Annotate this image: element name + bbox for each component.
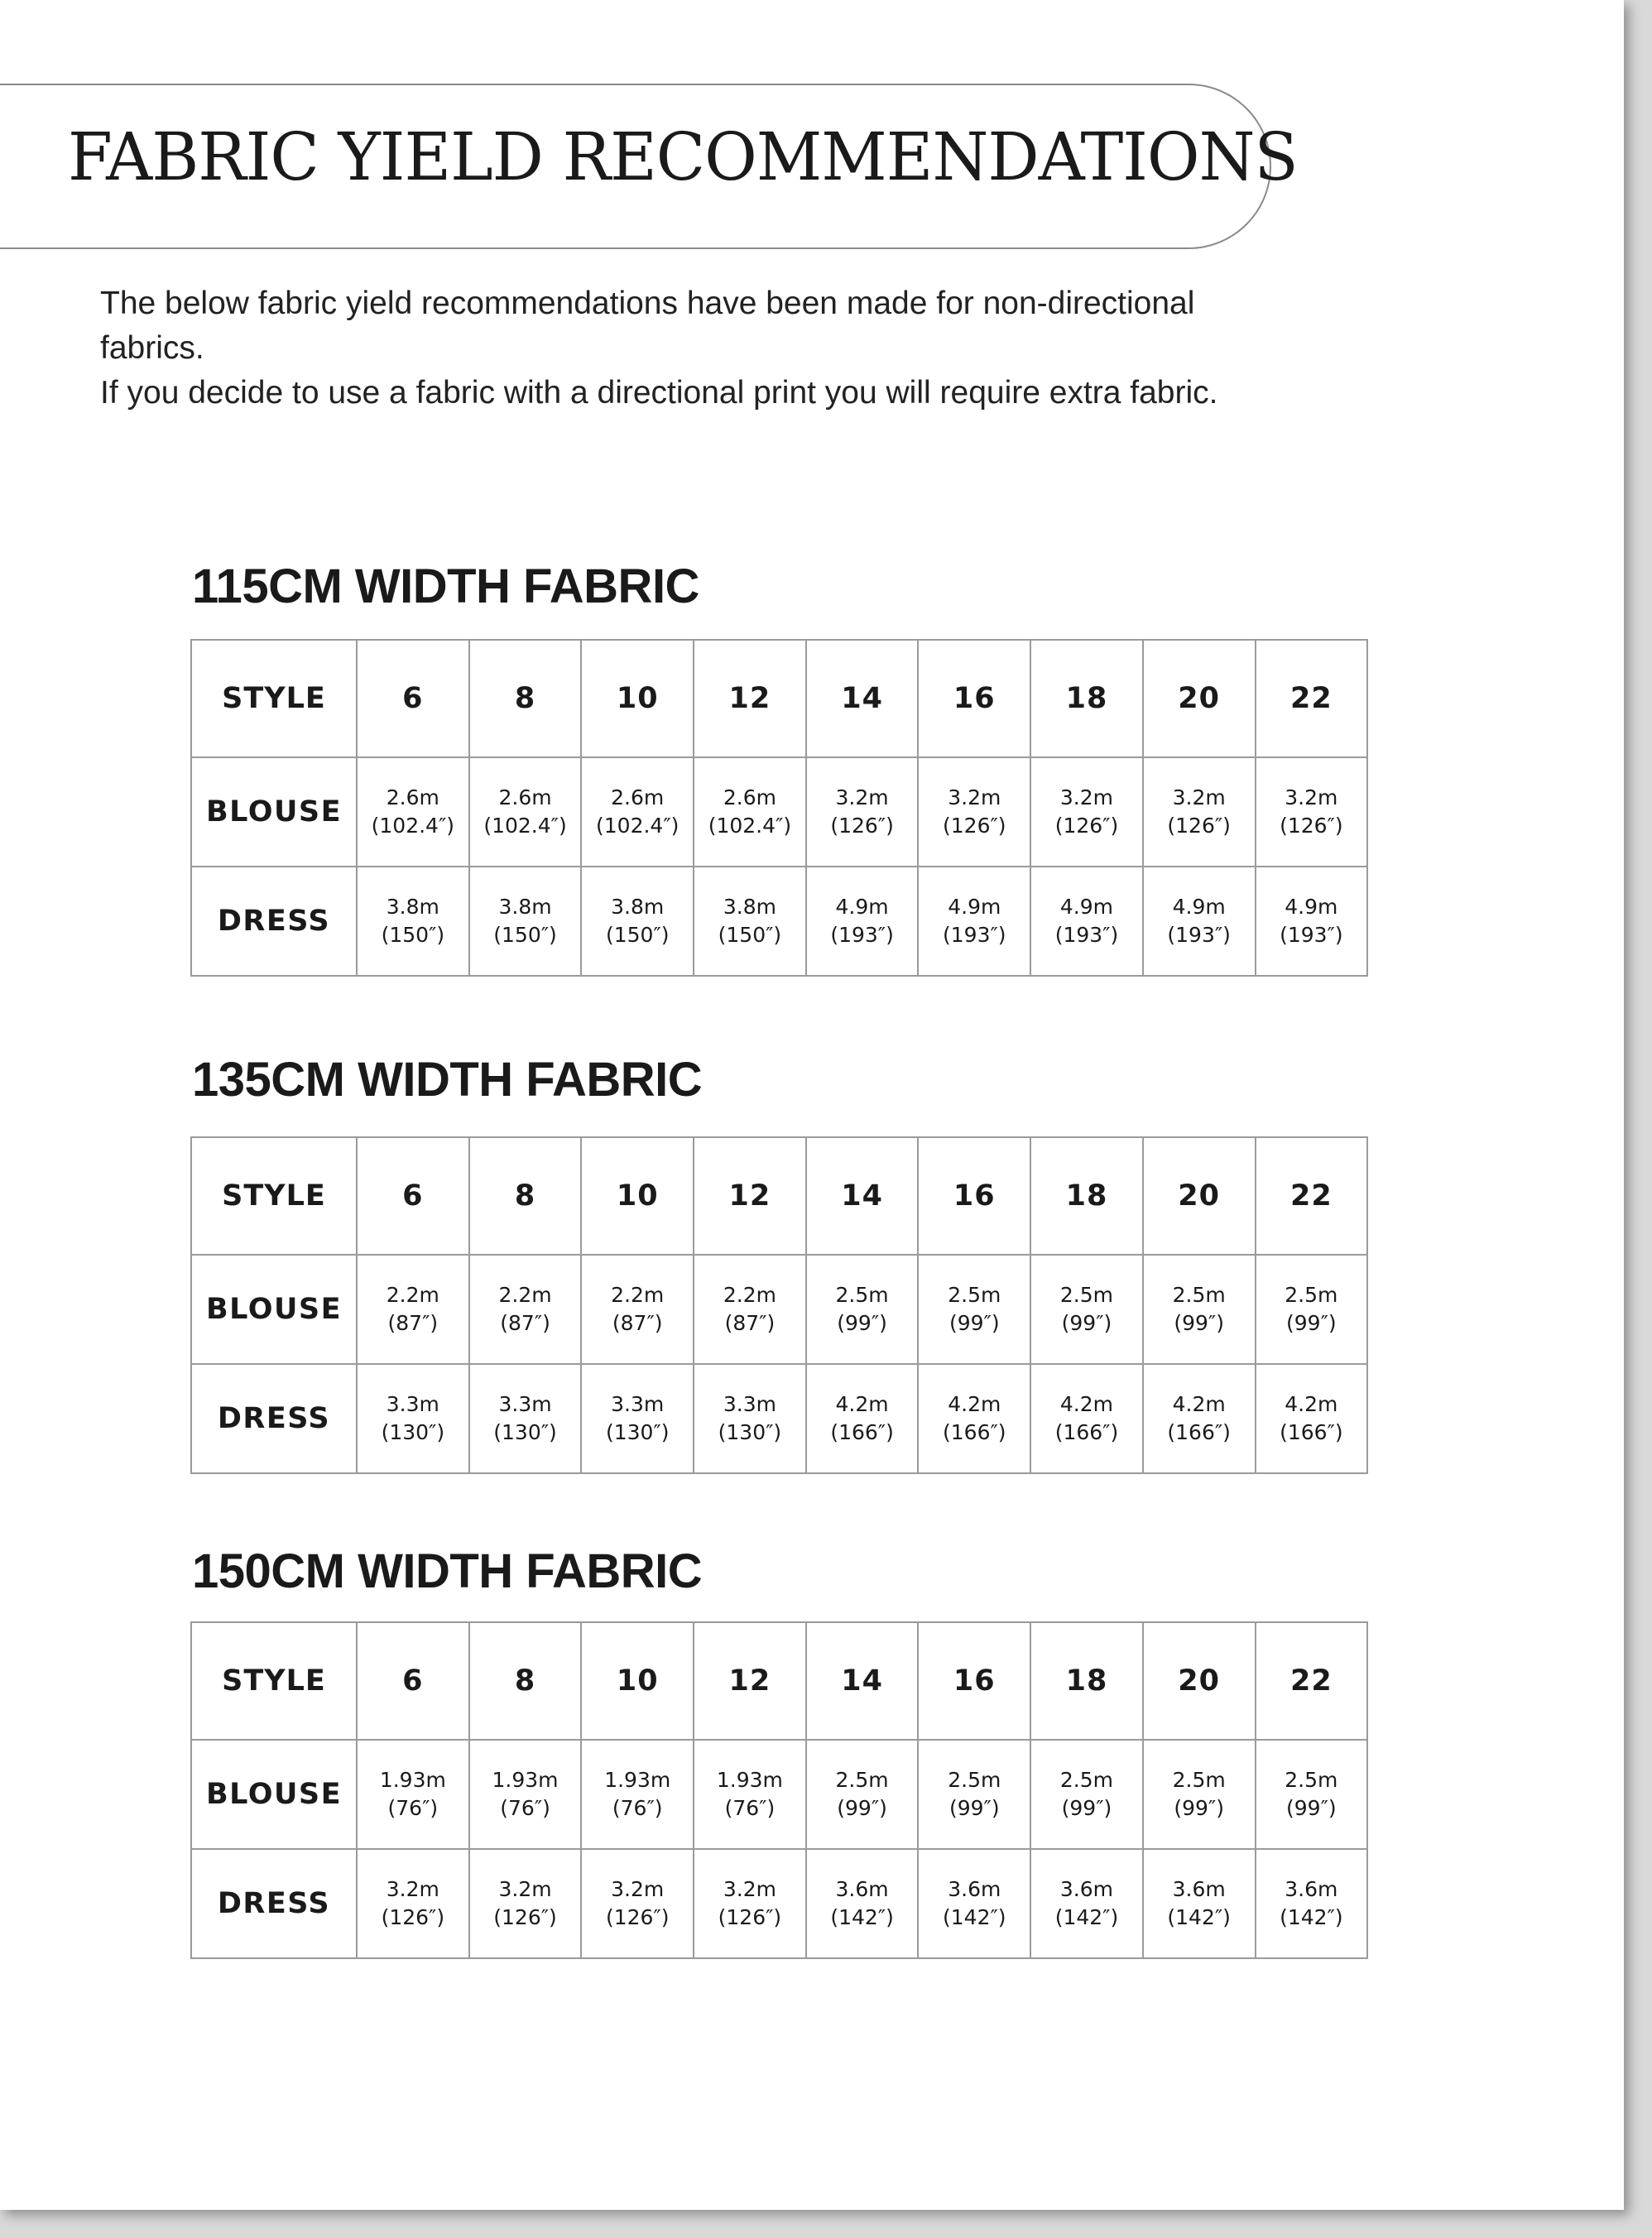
yield-cell: 3.2m (126″) [1030,757,1143,867]
yield-cell: 3.8m (150″) [694,867,806,976]
yield-cell: 3.3m (130″) [469,1364,582,1473]
row-label-blouse: BLOUSE [191,1740,357,1849]
size-header: 8 [469,640,582,757]
yield-cell: 2.5m (99″) [1143,1740,1256,1849]
yield-cell: 3.2m (126″) [1143,757,1256,867]
size-header: 22 [1256,640,1368,757]
size-header: 18 [1030,1622,1143,1740]
size-header: 16 [918,1137,1030,1255]
yield-cell: 3.2m (126″) [1256,757,1368,867]
yield-cell: 2.2m (87″) [357,1255,469,1364]
yield-cell: 1.93m (76″) [694,1740,806,1849]
table-row-dress [191,1364,1367,1473]
table-row-blouse [191,1255,1367,1364]
yield-cell: 2.2m (87″) [469,1255,582,1364]
yield-cell: 2.2m (87″) [694,1255,806,1364]
yield-cell: 2.6m (102.4″) [357,757,469,867]
row-label-dress: DRESS [191,1849,357,1958]
yield-cell: 2.5m (99″) [806,1255,919,1364]
yield-cell: 4.2m (166″) [806,1364,919,1473]
size-header: 10 [581,1137,694,1255]
yield-cell: 4.9m (193″) [1143,867,1256,976]
size-header: 16 [918,1622,1030,1740]
size-header: 20 [1143,1137,1256,1255]
yield-cell: 3.2m (126″) [694,1849,806,1958]
yield-cell: 2.5m (99″) [1030,1255,1143,1364]
yield-cell: 2.6m (102.4″) [694,757,806,867]
size-header: 14 [806,640,919,757]
yield-cell: 3.2m (126″) [918,757,1030,867]
table-header-row [191,1137,1367,1255]
table-header-row [191,1622,1367,1740]
size-header: 10 [581,1622,694,1740]
yield-table-115cm [190,639,1368,977]
table-row-dress [191,867,1367,976]
table-row-blouse [191,1740,1367,1849]
size-header: 6 [357,1622,469,1740]
yield-cell: 2.5m (99″) [1256,1740,1368,1849]
yield-cell: 2.5m (99″) [918,1255,1030,1364]
yield-cell: 2.5m (99″) [1143,1255,1256,1364]
size-header: 22 [1256,1622,1368,1740]
intro-line-1: The below fabric yield recommendations have been made for non-directional fabrics. [100,286,1195,366]
yield-cell: 2.6m (102.4″) [469,757,582,867]
size-header: 8 [469,1622,582,1740]
yield-table-135cm [190,1136,1368,1474]
row-label-dress: DRESS [191,867,357,976]
yield-cell: 3.6m (142″) [1256,1849,1368,1958]
yield-table-150cm [190,1621,1368,1959]
yield-cell: 2.2m (87″) [581,1255,694,1364]
section-heading-135cm: 135CM WIDTH FABRIC [192,1053,703,1107]
intro-text [100,281,1300,415]
header-style-label: STYLE [191,1137,357,1255]
size-header: 18 [1030,640,1143,757]
yield-cell: 3.6m (142″) [918,1849,1030,1958]
yield-cell: 3.2m (126″) [469,1849,582,1958]
yield-cell: 3.8m (150″) [357,867,469,976]
size-header: 8 [469,1137,582,1255]
yield-cell: 3.6m (142″) [806,1849,919,1958]
size-header: 16 [918,640,1030,757]
size-header: 20 [1143,1622,1256,1740]
page-title: FABRIC YIELD RECOMMENDATIONS [68,118,1298,195]
size-header: 12 [694,1137,806,1255]
section-heading-115cm: 115CM WIDTH FABRIC [192,560,699,613]
yield-cell: 1.93m (76″) [581,1740,694,1849]
intro-line-2: If you decide to use a fabric with a directional print you will require extra fabric. [100,375,1218,411]
yield-cell: 2.5m (99″) [1030,1740,1143,1849]
section-heading-150cm: 150CM WIDTH FABRIC [192,1544,703,1598]
row-label-blouse: BLOUSE [191,1255,357,1364]
yield-cell: 1.93m (76″) [357,1740,469,1849]
yield-cell: 4.9m (193″) [1030,867,1143,976]
size-header: 20 [1143,640,1256,757]
row-label-dress: DRESS [191,1364,357,1473]
yield-cell: 2.5m (99″) [918,1740,1030,1849]
row-label-blouse: BLOUSE [191,757,357,867]
size-header: 14 [806,1622,919,1740]
yield-cell: 3.8m (150″) [581,867,694,976]
yield-cell: 3.8m (150″) [469,867,582,976]
yield-cell: 3.3m (130″) [357,1364,469,1473]
header-style-label: STYLE [191,640,357,757]
size-header: 18 [1030,1137,1143,1255]
size-header: 6 [357,1137,469,1255]
yield-cell: 4.2m (166″) [1030,1364,1143,1473]
yield-cell: 3.6m (142″) [1030,1849,1143,1958]
yield-cell: 3.3m (130″) [581,1364,694,1473]
yield-cell: 3.3m (130″) [694,1364,806,1473]
table-header-row [191,640,1367,757]
yield-cell: 4.9m (193″) [1256,867,1368,976]
yield-cell: 1.93m (76″) [469,1740,582,1849]
size-header: 22 [1256,1137,1368,1255]
yield-cell: 4.9m (193″) [806,867,919,976]
table-row-dress [191,1849,1367,1958]
yield-cell: 2.5m (99″) [1256,1255,1368,1364]
yield-cell: 3.2m (126″) [357,1849,469,1958]
yield-cell: 3.6m (142″) [1143,1849,1256,1958]
yield-cell: 2.5m (99″) [806,1740,919,1849]
header-style-label: STYLE [191,1622,357,1740]
yield-cell: 4.2m (166″) [918,1364,1030,1473]
yield-cell: 4.2m (166″) [1143,1364,1256,1473]
yield-cell: 3.2m (126″) [806,757,919,867]
size-header: 6 [357,640,469,757]
size-header: 10 [581,640,694,757]
size-header: 12 [694,1622,806,1740]
yield-cell: 3.2m (126″) [581,1849,694,1958]
yield-cell: 4.2m (166″) [1256,1364,1368,1473]
table-row-blouse [191,757,1367,867]
yield-cell: 4.9m (193″) [918,867,1030,976]
size-header: 14 [806,1137,919,1255]
size-header: 12 [694,640,806,757]
yield-cell: 2.6m (102.4″) [581,757,694,867]
